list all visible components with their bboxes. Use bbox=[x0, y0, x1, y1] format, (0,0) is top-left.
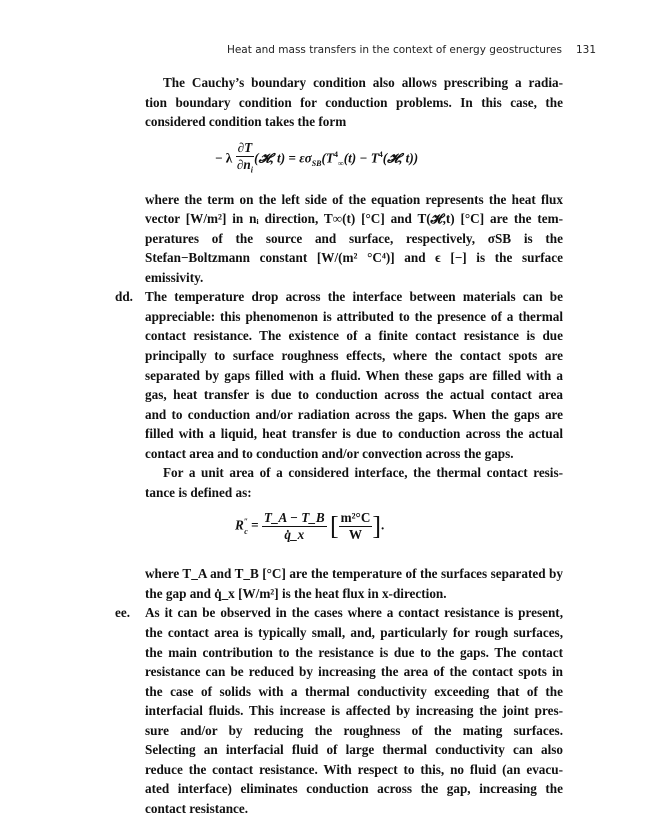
page-number: 131 bbox=[575, 44, 596, 56]
list-item-ee bbox=[115, 603, 563, 818]
eq-sub: SB bbox=[311, 158, 322, 168]
list-label: ee. bbox=[115, 605, 131, 621]
text-line: emissivity. bbox=[145, 269, 204, 285]
text-line: contact area and to conduction and/or convection across the gaps. bbox=[145, 445, 514, 461]
text-line: the gap and q̇_x [W/m²] is the heat flux in x-direction. bbox=[145, 585, 447, 601]
eq-den: ∂n bbox=[236, 156, 251, 172]
text-line: Selecting an interfacial fluid of large thermal conductivity can also bbox=[145, 742, 563, 758]
text-line: principally to surface roughness effects, where the contact spots are bbox=[145, 348, 563, 364]
text-line: the main contribution to the resistance is due to the gaps. The contact bbox=[145, 644, 563, 660]
eq-sup: 4 bbox=[378, 149, 383, 159]
eq-sup: ″ bbox=[243, 517, 249, 527]
eq-term: (𝓗, t)) bbox=[382, 150, 419, 165]
eq-sub: i bbox=[250, 165, 253, 175]
text-line: For a unit area of a considered interface, the thermal contact resis- bbox=[163, 465, 563, 481]
page-body bbox=[115, 73, 563, 819]
eq-term: (T bbox=[321, 150, 334, 165]
eq-num: m²°C bbox=[340, 510, 371, 526]
text-line: the contact area is typically small, and, particularly for rough surfaces, bbox=[145, 625, 563, 641]
text-line: gas, heat transfer is due to conduction across the actual contact area bbox=[145, 387, 563, 403]
eq-fraction bbox=[236, 140, 255, 179]
text-line: sure and/or by reducing the roughness of the mating surfaces. bbox=[145, 722, 563, 738]
eq-term: . bbox=[381, 517, 385, 533]
text-line: filled with a liquid, heat transfer is due to conduction across the actual bbox=[145, 426, 563, 442]
paragraph-where-1 bbox=[145, 190, 563, 288]
text-line: As it can be observed in the cases where a contact resistance is present, bbox=[145, 605, 563, 621]
eq-term: (𝓗, t) = εσ bbox=[254, 150, 312, 165]
text-line: reduce the contact resistance. With respect to this, no fluid (an evacu- bbox=[145, 761, 563, 777]
running-header bbox=[0, 44, 596, 56]
text-line: Stefan−Boltzmann constant [W/(m² °C⁴)] and ϵ [−] is the surface bbox=[145, 250, 563, 266]
text-line: the case of solids with a thermal conductivity exceeding that of the bbox=[145, 683, 563, 699]
paragraph-cauchy bbox=[145, 73, 563, 132]
text-line: where the term on the left side of the equation represents the heat flux bbox=[145, 191, 563, 207]
text-line: where T_A and T_B [°C] are the temperature of the surfaces separated by bbox=[145, 566, 563, 582]
eq-sub: ∞ bbox=[337, 158, 344, 168]
eq-term: R bbox=[235, 517, 244, 533]
text-line: contact resistance. The existence of a finite contact resistance is due bbox=[145, 328, 563, 344]
eq-unit-fraction bbox=[339, 510, 373, 543]
eq-term: = bbox=[251, 517, 259, 533]
text-line: appreciable: this phenomenon is attributed to the presence of a thermal bbox=[145, 308, 563, 324]
eq-num: ∂T bbox=[237, 139, 253, 155]
eq-term: − λ bbox=[215, 150, 233, 165]
eq-sup: 4 bbox=[333, 149, 338, 159]
eq-num: T_A − T_B bbox=[263, 510, 325, 526]
text-line: interfacial fluids. This increase is affected by increasing the joint pres- bbox=[145, 703, 563, 719]
eq-sub: c bbox=[244, 526, 248, 536]
text-line: The temperature drop across the interface between materials can be bbox=[145, 289, 563, 305]
text-line: resistance can be reduced by increasing the area of the contact spots in bbox=[145, 664, 563, 680]
text-line: tion boundary condition for conduction problems. In this case, the bbox=[145, 94, 563, 110]
text-line: separated by gaps filled with a fluid. When these gaps are filled with a bbox=[145, 367, 563, 383]
text-line: The Cauchy’s boundary condition also allows prescribing a radia- bbox=[163, 75, 563, 90]
equation-radiation-bc bbox=[145, 132, 563, 190]
text-line: vector [W/m²] in nᵢ direction, T∞(t) [°C] and T(𝓗,t) [°C] are the tem- bbox=[145, 211, 563, 227]
text-line: tance is defined as: bbox=[145, 484, 252, 500]
text-line: peratures of the source and surface, respectively, σSB is the bbox=[145, 230, 563, 246]
text-line: and to conduction and/or radiation across the gaps. When the gaps are bbox=[145, 406, 563, 422]
eq-term: (t) − T bbox=[343, 150, 379, 165]
eq-den: q̇_x bbox=[284, 527, 305, 543]
text-line: contact resistance. bbox=[145, 800, 249, 816]
equation-contact-resistance: $R''_c$ = $\frac{T\_A - T\_B}{q̇\_x}$ [ $\frac{\text{m²°C}}{W}$ ]. bbox=[235, 510, 385, 543]
text-line: considered condition takes the form bbox=[145, 114, 347, 130]
text-line: ated interface) eliminates conduction across the gap, increasing the bbox=[145, 781, 563, 797]
running-title: Heat and mass transfers in the context of energy geostructures bbox=[226, 44, 562, 56]
list-label: dd. bbox=[115, 289, 133, 305]
paragraph-where-2 bbox=[145, 564, 563, 603]
list-item-dd bbox=[115, 287, 563, 502]
eq-den: W bbox=[348, 527, 363, 543]
eq-fraction bbox=[262, 510, 327, 543]
